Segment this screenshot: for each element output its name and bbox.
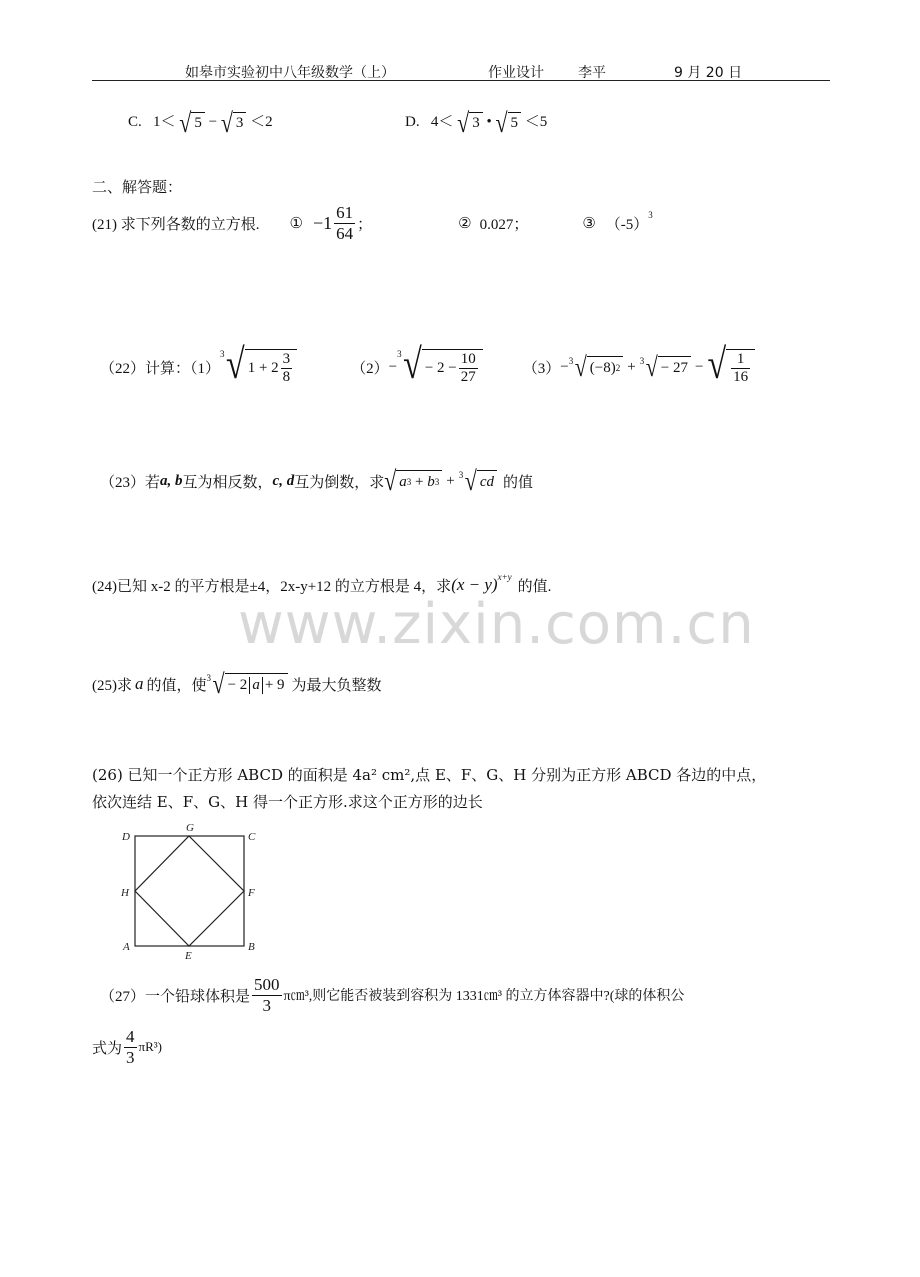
- label-f: F: [248, 887, 255, 899]
- label-d: D: [122, 831, 130, 843]
- q24-base: (x − y): [451, 575, 498, 594]
- sqrt-3: √ 3: [457, 112, 483, 134]
- outer-square: [135, 836, 244, 946]
- q21-p3-exp: 3: [648, 210, 653, 220]
- label-h: H: [121, 887, 129, 899]
- inner-square: [135, 836, 244, 946]
- option-c-right: ＜2: [250, 114, 273, 130]
- minus-sign: −: [695, 358, 704, 375]
- q22-p3-label: （3）: [522, 360, 561, 377]
- sqrt-fraction: √ $\frac{1}{16}$: [707, 349, 755, 386]
- q21-p3: （-5）: [605, 216, 649, 233]
- q25-var: a: [135, 674, 144, 693]
- option-d: [405, 106, 548, 138]
- label-b: B: [248, 941, 255, 953]
- q25-tail: 为最大负整数: [291, 677, 382, 694]
- q27-line2-pre: 式为: [92, 1040, 123, 1057]
- cube-root-3: 3 √ (−8) 2: [569, 356, 624, 378]
- q27-fraction: $\frac{500}{3}$: [254, 974, 280, 1015]
- cube-root-1: 3 √ 1 + 2 $\frac{3}{8}$: [220, 349, 297, 386]
- header-date: 9 月 20 日: [674, 65, 743, 81]
- q21-marker-1: ①: [289, 215, 303, 232]
- q25-text: 的值，使: [146, 677, 207, 694]
- cube-root-4: 3 √ − 27: [640, 356, 691, 378]
- header-rule: [92, 80, 830, 81]
- q27-formula-fraction: $\frac{4}{3}$: [126, 1026, 135, 1067]
- q24-text: (24)已知 x-2 的平方根是±4，2x-y+12 的立方根是 4，求: [92, 578, 452, 595]
- section-title: 二、解答题：: [92, 178, 183, 196]
- cube-root-2: 3 √ − 2 − $\frac{10}{27}$: [397, 349, 483, 386]
- q21-label: (21) 求下列各数的立方根.: [92, 216, 260, 233]
- q23-text-1: 互为相反数，: [182, 474, 273, 491]
- q23-ab: a, b: [160, 472, 183, 489]
- q24-exp: x+y: [497, 572, 512, 582]
- q27-text: π㎝³,则它能否被装到容积为 1331㎝³ 的立方体容器中?(球的体积公: [283, 989, 685, 1004]
- q21-marker-3: ③: [582, 215, 596, 232]
- q23-cd: c, d: [272, 472, 295, 489]
- q23-label: （23）若: [100, 474, 161, 491]
- q22-p2-label: （2）: [351, 360, 389, 377]
- q25-label: (25)求: [92, 677, 132, 694]
- sqrt-5: √ 5: [179, 112, 205, 134]
- watermark: www.zixin.com.cn: [238, 592, 755, 657]
- plus-sign: +: [446, 472, 455, 489]
- q21-marker-2: ②: [458, 215, 472, 232]
- q22-label: （22）计算：（1）: [100, 360, 221, 377]
- q27-label: （27）一个铅球体积是: [100, 988, 251, 1005]
- q21-p1-end: ；: [357, 216, 373, 233]
- q23-tail: 的值: [502, 474, 533, 491]
- q21-p1-sign: −1: [312, 212, 333, 233]
- q27-line-2: [92, 1024, 162, 1070]
- plus-sign: +: [627, 358, 636, 375]
- q23-text-2: 互为倒数，求: [294, 474, 385, 491]
- sqrt-sum-cubes: √ a 3 + b 3: [384, 470, 442, 492]
- q26-line-1: (26) 已知一个正方形 ABCD 的面积是 4a² cm²,点 E、F、G、H 分别为正方形 ABCD 各边的中点，: [92, 766, 767, 784]
- q22-p3-sign: −: [560, 358, 569, 375]
- option-c: [128, 106, 273, 138]
- option-d-label: D.: [405, 114, 420, 130]
- cube-root-cd: 3 √ cd: [459, 470, 497, 492]
- label-g: G: [186, 822, 194, 834]
- option-c-label: C.: [128, 114, 142, 130]
- question-23: [100, 466, 533, 496]
- option-d-left: 4＜: [430, 114, 454, 130]
- dot-sign: •: [486, 114, 492, 130]
- sqrt-5: √ 5: [495, 112, 521, 134]
- header-type: 作业设计: [488, 65, 544, 81]
- q26-line-2: 依次连结 E、F、G、H 得一个正方形.求这个正方形的边长: [92, 793, 483, 811]
- q21-p2: 0.027；: [479, 216, 529, 233]
- q21-fraction: $\frac{61}{64}$: [336, 202, 354, 243]
- minus-sign: −: [208, 114, 218, 130]
- label-c: C: [248, 831, 256, 843]
- q27-line2-post: πR³): [138, 1039, 162, 1054]
- cube-root-abs: 3 √ − 2 a + 9: [207, 673, 288, 695]
- square-figure: [118, 820, 266, 960]
- q24-tail: 的值.: [517, 578, 552, 595]
- sqrt-3: √ 3: [221, 112, 247, 134]
- question-21: [92, 200, 653, 246]
- option-d-right: ＜5: [524, 114, 548, 130]
- header-school: 如皋市实验初中八年级数学（上）: [185, 65, 395, 81]
- question-25: [92, 667, 382, 699]
- q22-p2-sign: −: [388, 358, 398, 375]
- option-c-left: 1＜: [153, 114, 176, 130]
- label-e: E: [185, 950, 192, 960]
- question-22: [100, 338, 755, 396]
- question-27: [100, 972, 684, 1018]
- label-a: A: [123, 941, 130, 953]
- header-author: 李平: [578, 65, 606, 81]
